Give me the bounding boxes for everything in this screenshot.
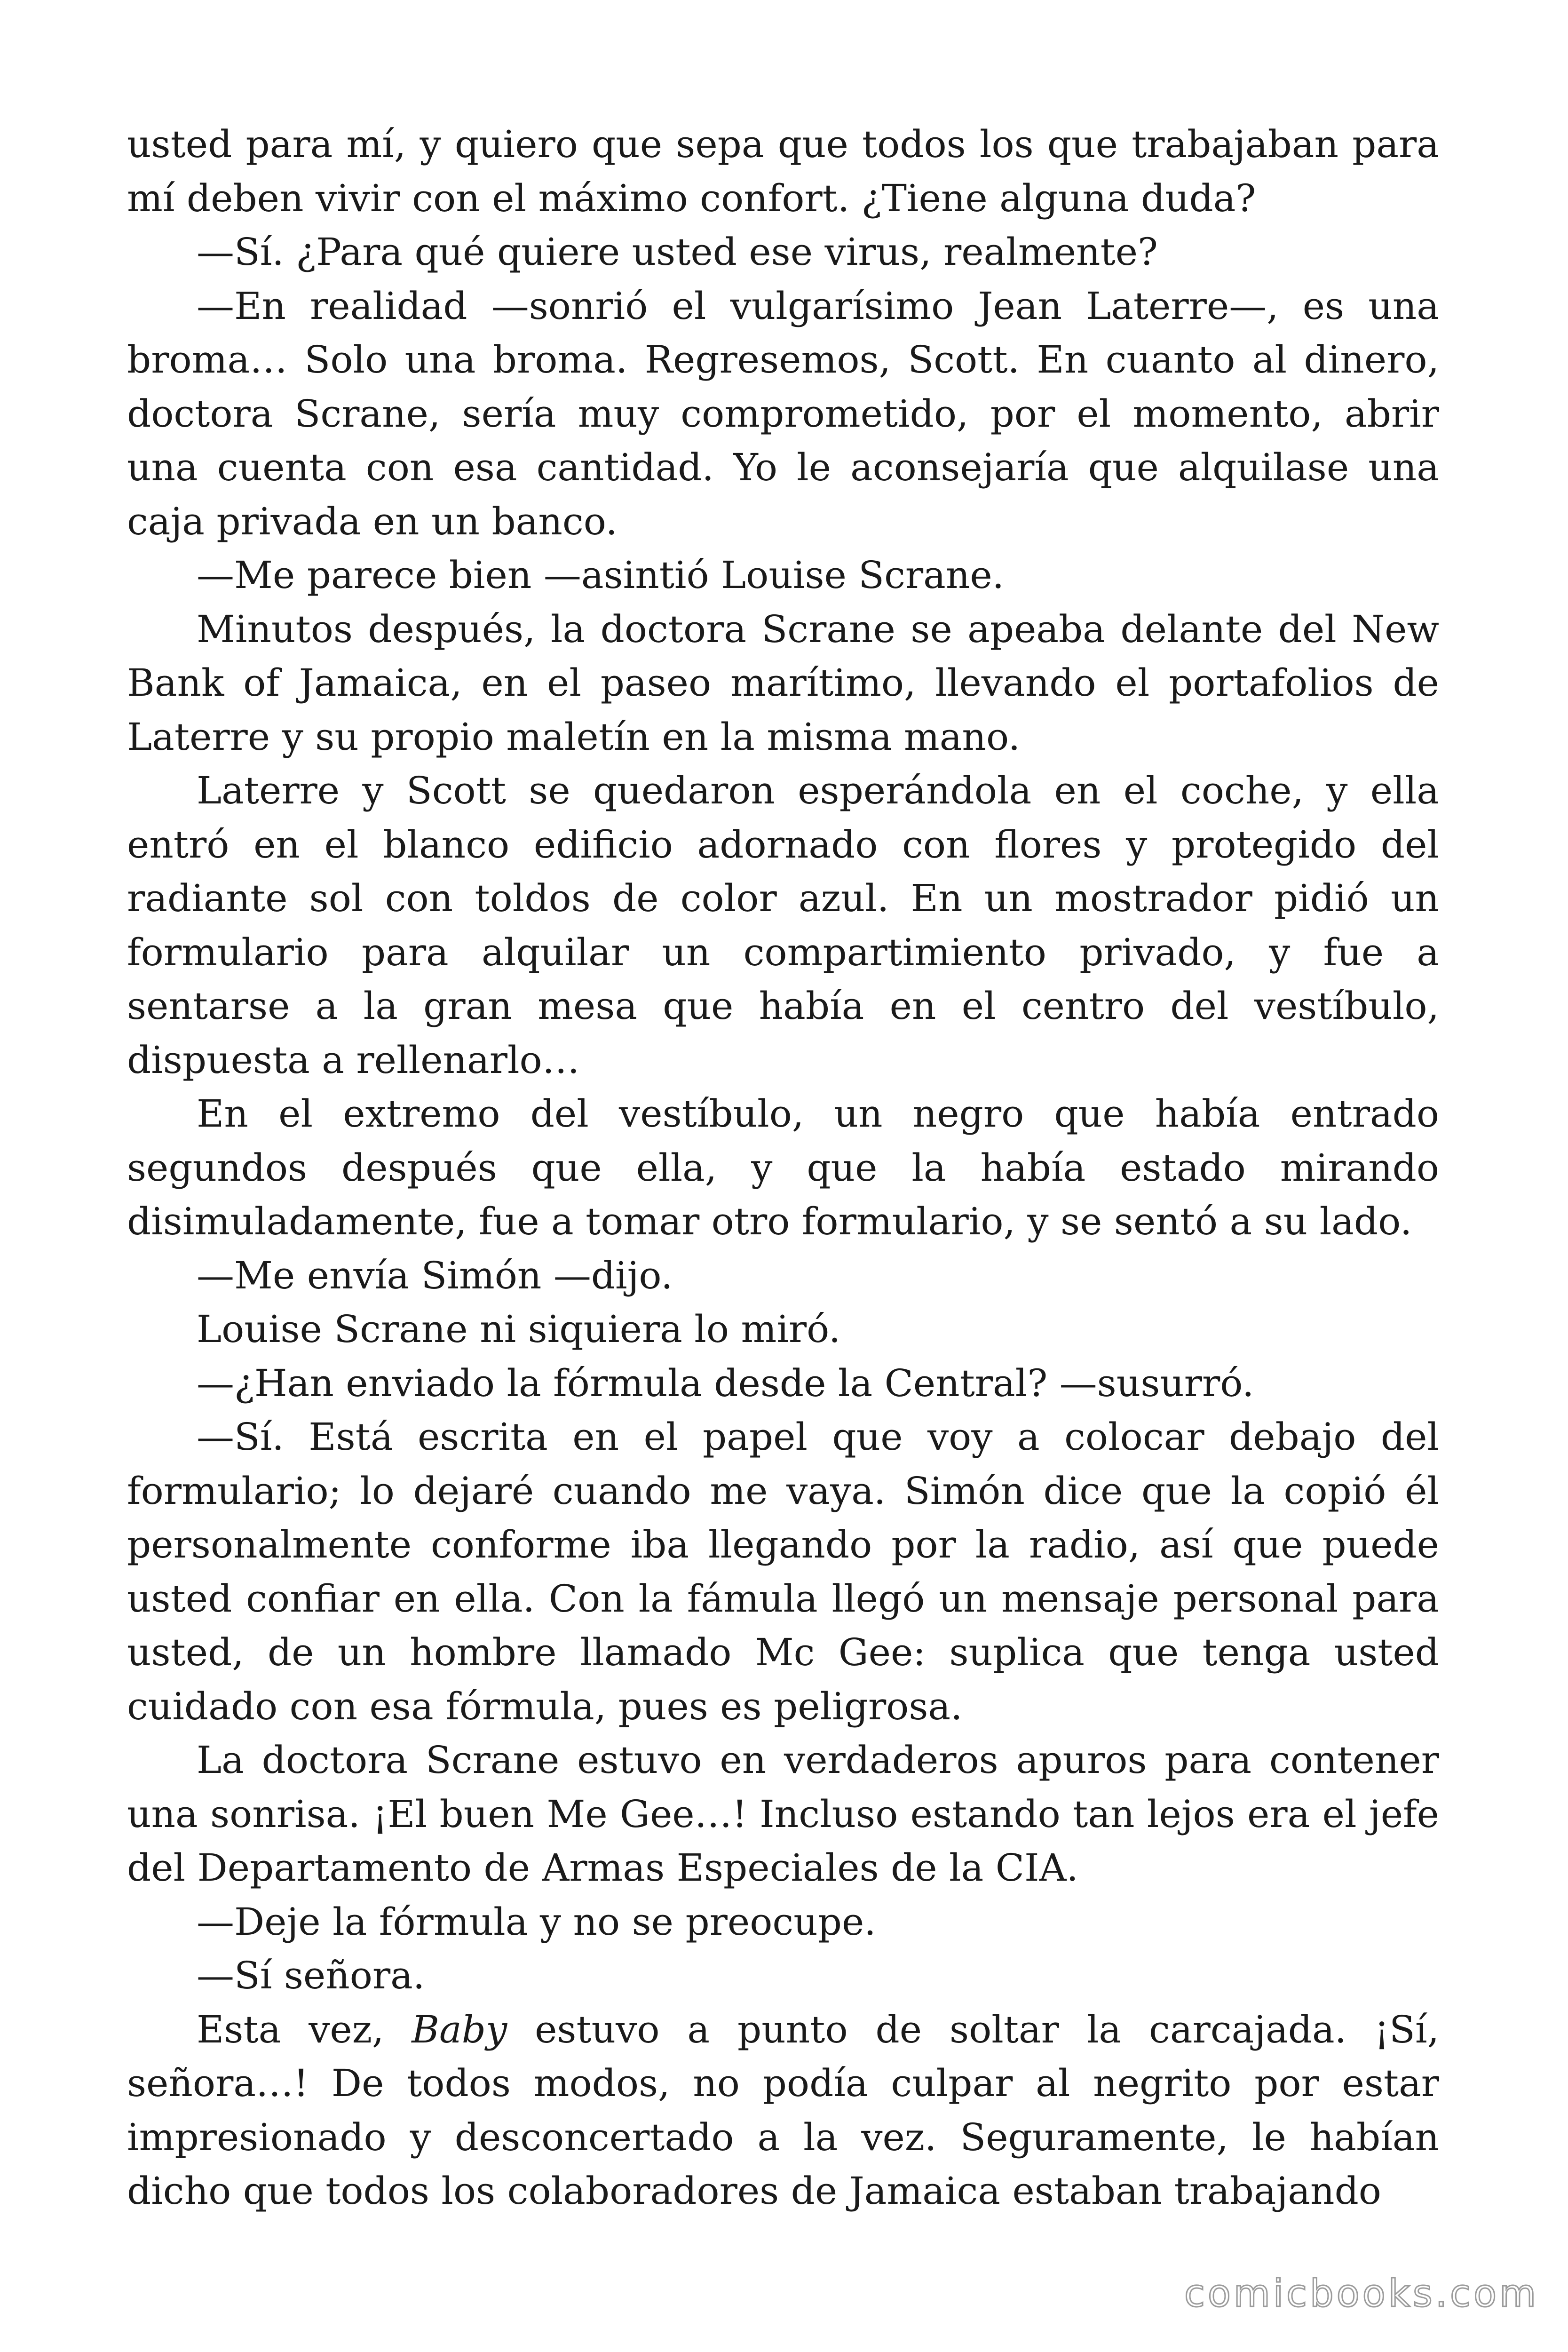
paragraph-15-rest: estuvo a punto de soltar la carcajada. ¡Sí, señora…! De todos modos, no podía culpar al negrito por estar impresionado y desconcertado a la vez. Seguramente, le habían dicho que todos los colaboradores de Jamaica estaban trabajando: [127, 2007, 1439, 2213]
paragraph-1: usted para mí, y quiero que sepa que todos los que trabajaban para mí deben vivir con el máximo confort. ¿Tiene alguna duda?: [127, 122, 1439, 220]
paragraph-12: La doctora Scrane estuvo en verdaderos apuros para contener una sonrisa. ¡El buen Me Gee…! Incluso estando tan lejos era el jefe del Departamento de Armas Especiales de la CIA.: [127, 1738, 1439, 1890]
paragraph-8: —Me envía Simón —dijo.: [197, 1253, 673, 1297]
watermark: comicbooks.com: [1184, 2272, 1539, 2315]
paragraph-14: —Sí señora.: [197, 1954, 425, 1997]
paragraph-13: —Deje la fórmula y no se preocupe.: [197, 1899, 876, 1944]
paragraph-7: En el extremo del vestíbulo, un negro que había entrado segundos después que ella, y que la había estado mirando disimuladamente, fue a tomar otro formulario, y se sentó a su lado.: [127, 1092, 1439, 1243]
paragraph-4: —Me parece bien —asintió Louise Scrane.: [197, 553, 1005, 597]
body-text: [127, 118, 1439, 2218]
paragraph-9: Louise Scrane ni siquiera lo miró.: [197, 1307, 841, 1351]
paragraph-5: Minutos después, la doctora Scrane se apeaba delante del New Bank of Jamaica, en el paseo marítimo, llevando el portafolios de Laterre y su propio maletín en la misma mano.: [127, 607, 1439, 759]
paragraph-10: —¿Han enviado la fórmula desde la Central? —susurró.: [197, 1361, 1254, 1405]
paragraph-6: Laterre y Scott se quedaron esperándola en el coche, y ella entró en el blanco edificio adornado con flores y protegido del radiante sol con toldos de color azul. En un mostrador pidió un formulario para alquilar un compartimiento privado, y fue a sentarse a la gran mesa que había en el centro del vestíbulo, dispuesta a rellenarlo…: [127, 769, 1439, 1082]
paragraph-11: —Sí. Está escrita en el papel que voy a colocar debajo del formulario; lo dejaré cuando me vaya. Simón dice que la copió él personalmente conforme iba llegando por la radio, así que puede usted confiar en ella. Con la fámula llegó un mensaje personal para usted, de un hombre llamado Mc Gee: suplica que tenga usted cuidado con esa fórmula, pues es peligrosa.: [127, 1415, 1439, 1728]
paragraph-3: —En realidad —sonrió el vulgarísimo Jean Laterre—, es una broma… Solo una broma. Regresemos, Scott. En cuanto al dinero, doctora Scrane, sería muy comprometido, por el momento, abrir una cuenta con esa cantidad. Yo le aconsejaría que alquilase una caja privada en un banco.: [127, 284, 1439, 543]
paragraph-15-start: Esta vez,: [197, 2007, 412, 2051]
baby-italic-name: Baby: [412, 2007, 507, 2051]
paragraph-2: —Sí. ¿Para qué quiere usted ese virus, realmente?: [197, 230, 1158, 274]
paragraph-15: [127, 2003, 1439, 2218]
